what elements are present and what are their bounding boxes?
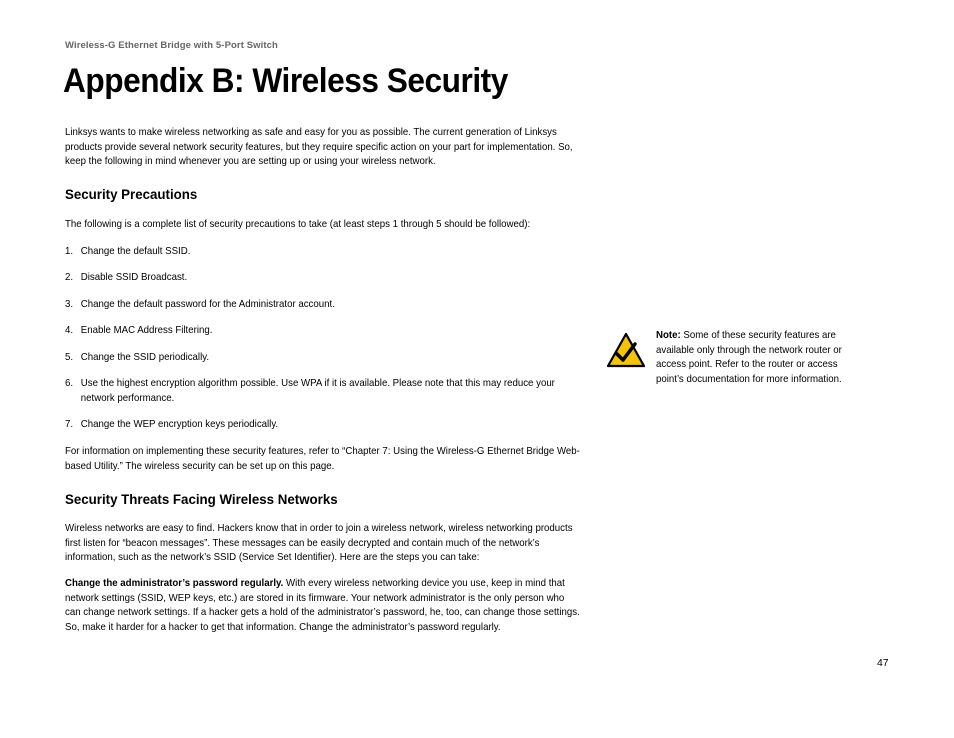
list-item-number: 3. bbox=[65, 299, 74, 310]
list-item bbox=[65, 351, 581, 366]
list-item-number: 1. bbox=[65, 246, 74, 257]
tip-lead: Change the administrator’s password regularly. bbox=[65, 578, 284, 589]
page-number: 47 bbox=[877, 658, 889, 669]
admin-password-tip bbox=[65, 577, 581, 635]
precautions-lead: The following is a complete list of security precautions to take (at least steps 1 through 5 should be followed): bbox=[65, 219, 531, 230]
running-header: Wireless-G Ethernet Bridge with 5-Port Switch bbox=[65, 40, 278, 51]
intro-paragraph: Linksys wants to make wireless networking as safe and easy for you as possible. The current generation of Linksys products provide several network security features, but they require specific action on your part for implementation. So, keep the following in mind whenever you are setting up or using your wireless network. bbox=[65, 127, 573, 168]
note-body: Some of these security features are available only through the network router or access point. Refer to the router or access point’s documentation for more information. bbox=[656, 330, 842, 385]
section-heading-threats: Security Threats Facing Wireless Networks bbox=[65, 491, 338, 507]
list-item bbox=[65, 418, 581, 433]
list-item-text: Change the SSID periodically. bbox=[80, 352, 210, 363]
section-heading-precautions: Security Precautions bbox=[65, 186, 198, 202]
list-item-text: Change the default SSID. bbox=[80, 246, 191, 257]
list-item-text: Disable SSID Broadcast. bbox=[80, 272, 188, 283]
list-item-text: Change the WEP encryption keys periodically. bbox=[80, 419, 279, 430]
list-item-number: 2. bbox=[65, 272, 74, 283]
precautions-reference: For information on implementing these security features, refer to “Chapter 7: Using the Wireless-G Ethernet Bridge Web-based Utility.” The wireless security can be set up on this page. bbox=[65, 446, 580, 472]
list-item bbox=[65, 377, 581, 406]
list-item bbox=[65, 245, 581, 260]
list-item-text: Use the highest encryption algorithm possible. Use WPA if it is available. Please note that this may reduce your network performance. bbox=[80, 378, 555, 404]
tip-text: With every wireless networking device you use, keep in mind that network settings (SSID, WEP keys, etc.) are stored in its firmware. Your network administrator is the only person who can change network settings. If a hacker gets a hold of the administrator’s password, he, too, can change those settings. So, make it harder for a hacker to get that information. Change the administrator’s password regularly. bbox=[65, 578, 580, 633]
list-item-number: 7. bbox=[65, 419, 74, 430]
note-label: Note: bbox=[656, 330, 681, 341]
threats-intro: Wireless networks are easy to find. Hackers know that in order to join a wireless network, wireless networking products first listen for “beacon messages”. These messages can be easily decrypted and contain much of the network’s information, such as the network’s SSID (Service Set Identifier). Here are the steps you can take: bbox=[65, 523, 573, 564]
note-text bbox=[656, 329, 865, 387]
caution-check-icon bbox=[606, 332, 646, 368]
list-item-text: Enable MAC Address Filtering. bbox=[80, 325, 213, 336]
page-title: Appendix B: Wireless Security bbox=[63, 62, 508, 100]
list-item bbox=[65, 298, 581, 313]
list-item bbox=[65, 324, 581, 339]
list-item-text: Change the default password for the Administrator account. bbox=[80, 299, 335, 310]
list-item-number: 6. bbox=[65, 378, 74, 389]
list-item-number: 5. bbox=[65, 352, 74, 363]
list-item-number: 4. bbox=[65, 325, 74, 336]
list-item bbox=[65, 271, 581, 286]
